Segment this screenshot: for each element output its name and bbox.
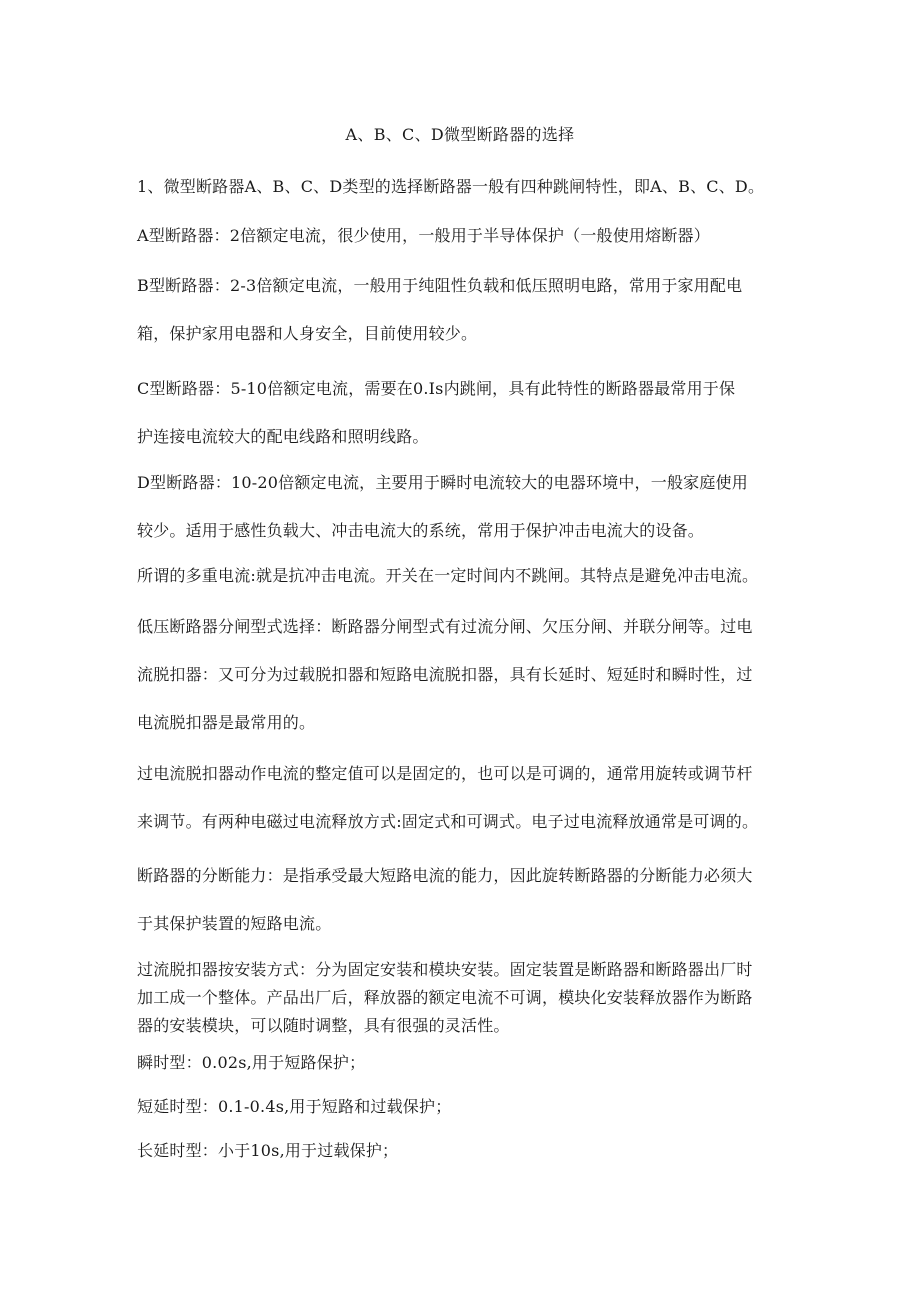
document-title: A、B、C、D微型断路器的选择 — [345, 125, 575, 144]
paragraph-line: 护连接电流较大的配电线路和照明线路。 — [137, 427, 429, 446]
paragraph-type-a — [137, 225, 789, 247]
paragraph-line: 箱，保护家用电器和人身安全，目前使用较少。 — [137, 324, 478, 343]
paragraph-line: 较少。适用于感性负载大、冲击电流大的系统，常用于保护冲击电流大的设备。 — [137, 521, 705, 540]
paragraph-type-b — [137, 262, 789, 358]
paragraph-release-type — [137, 603, 789, 747]
paragraph-line: 断路器的分断能力：是指承受最大短路电流的能力，因此旋转断路器的分断能力必须大 — [137, 866, 753, 885]
paragraph-line: 器的安装模块，可以随时调整，具有很强的灵活性。 — [137, 1016, 510, 1035]
paragraph-line: C型断路器：5-10倍额定电流，需要在0.Is内跳闸，具有此特性的断路器最常用于保 — [137, 379, 736, 398]
paragraph-setting-value — [137, 750, 789, 846]
paragraph-line: 过电流脱扣器动作电流的整定值可以是固定的，也可以是可调的，通常用旋转或调节杆 — [137, 764, 753, 783]
paragraph-line: B型断路器：2-3倍额定电流，一般用于纯阻性负载和低压照明电路，常用于家用配电 — [137, 276, 743, 295]
paragraph-line: 所谓的多重电流:就是抗冲击电流。开关在一定时间内不跳闸。其特点是避免冲击电流。 — [137, 566, 759, 585]
paragraph-impact-current — [137, 565, 789, 587]
paragraph-line: 1、微型断路器A、B、C、D类型的选择断路器一般有四种跳闸特性，即A、B、C、D。 — [137, 177, 765, 196]
paragraph-trip-characteristics — [137, 176, 789, 198]
paragraph-instantaneous — [137, 1052, 789, 1074]
paragraph-line: 流脱扣器：又可分为过载脱扣器和短路电流脱扣器，具有长延时、短延时和瞬时性，过 — [137, 665, 753, 684]
paragraph-line: 瞬时型：0.02s,用于短路保护； — [137, 1053, 366, 1072]
paragraph-line: 来调节。有两种电磁过电流释放方式:固定式和可调式。电子过电流释放通常是可调的。 — [137, 812, 759, 831]
paragraph-line: D型断路器：10-20倍额定电流，主要用于瞬时电流较大的电器环境中，一般家庭使用 — [137, 473, 748, 492]
paragraph-line: A型断路器：2倍额定电流，很少使用，一般用于半导体保护（一般使用熔断器） — [137, 226, 710, 245]
paragraph-line: 长延时型：小于10s,用于过载保护； — [137, 1141, 399, 1160]
paragraph-line: 短延时型：0.1-0.4s,用于短路和过载保护； — [137, 1097, 452, 1116]
paragraph-type-d — [137, 459, 789, 555]
paragraph-long-delay — [137, 1140, 789, 1162]
paragraph-line: 过流脱扣器按安装方式：分为固定安装和模块安装。固定装置是断路器和断路器出厂时 — [137, 960, 753, 979]
paragraph-breaking-capacity — [137, 852, 789, 948]
paragraph-line: 于其保护装置的短路电流。 — [137, 914, 332, 933]
paragraph-line: 电流脱扣器是最常用的。 — [137, 713, 316, 732]
paragraph-line: 加工成一个整体。产品出厂后，释放器的额定电流不可调，模块化安装释放器作为断路 — [137, 988, 753, 1007]
paragraph-installation — [137, 956, 789, 1040]
paragraph-line: 低压断路器分闸型式选择：断路器分闸型式有过流分闸、欠压分闸、并联分闸等。过电 — [137, 617, 753, 636]
paragraph-type-c — [137, 365, 789, 461]
paragraph-short-delay — [137, 1096, 789, 1118]
